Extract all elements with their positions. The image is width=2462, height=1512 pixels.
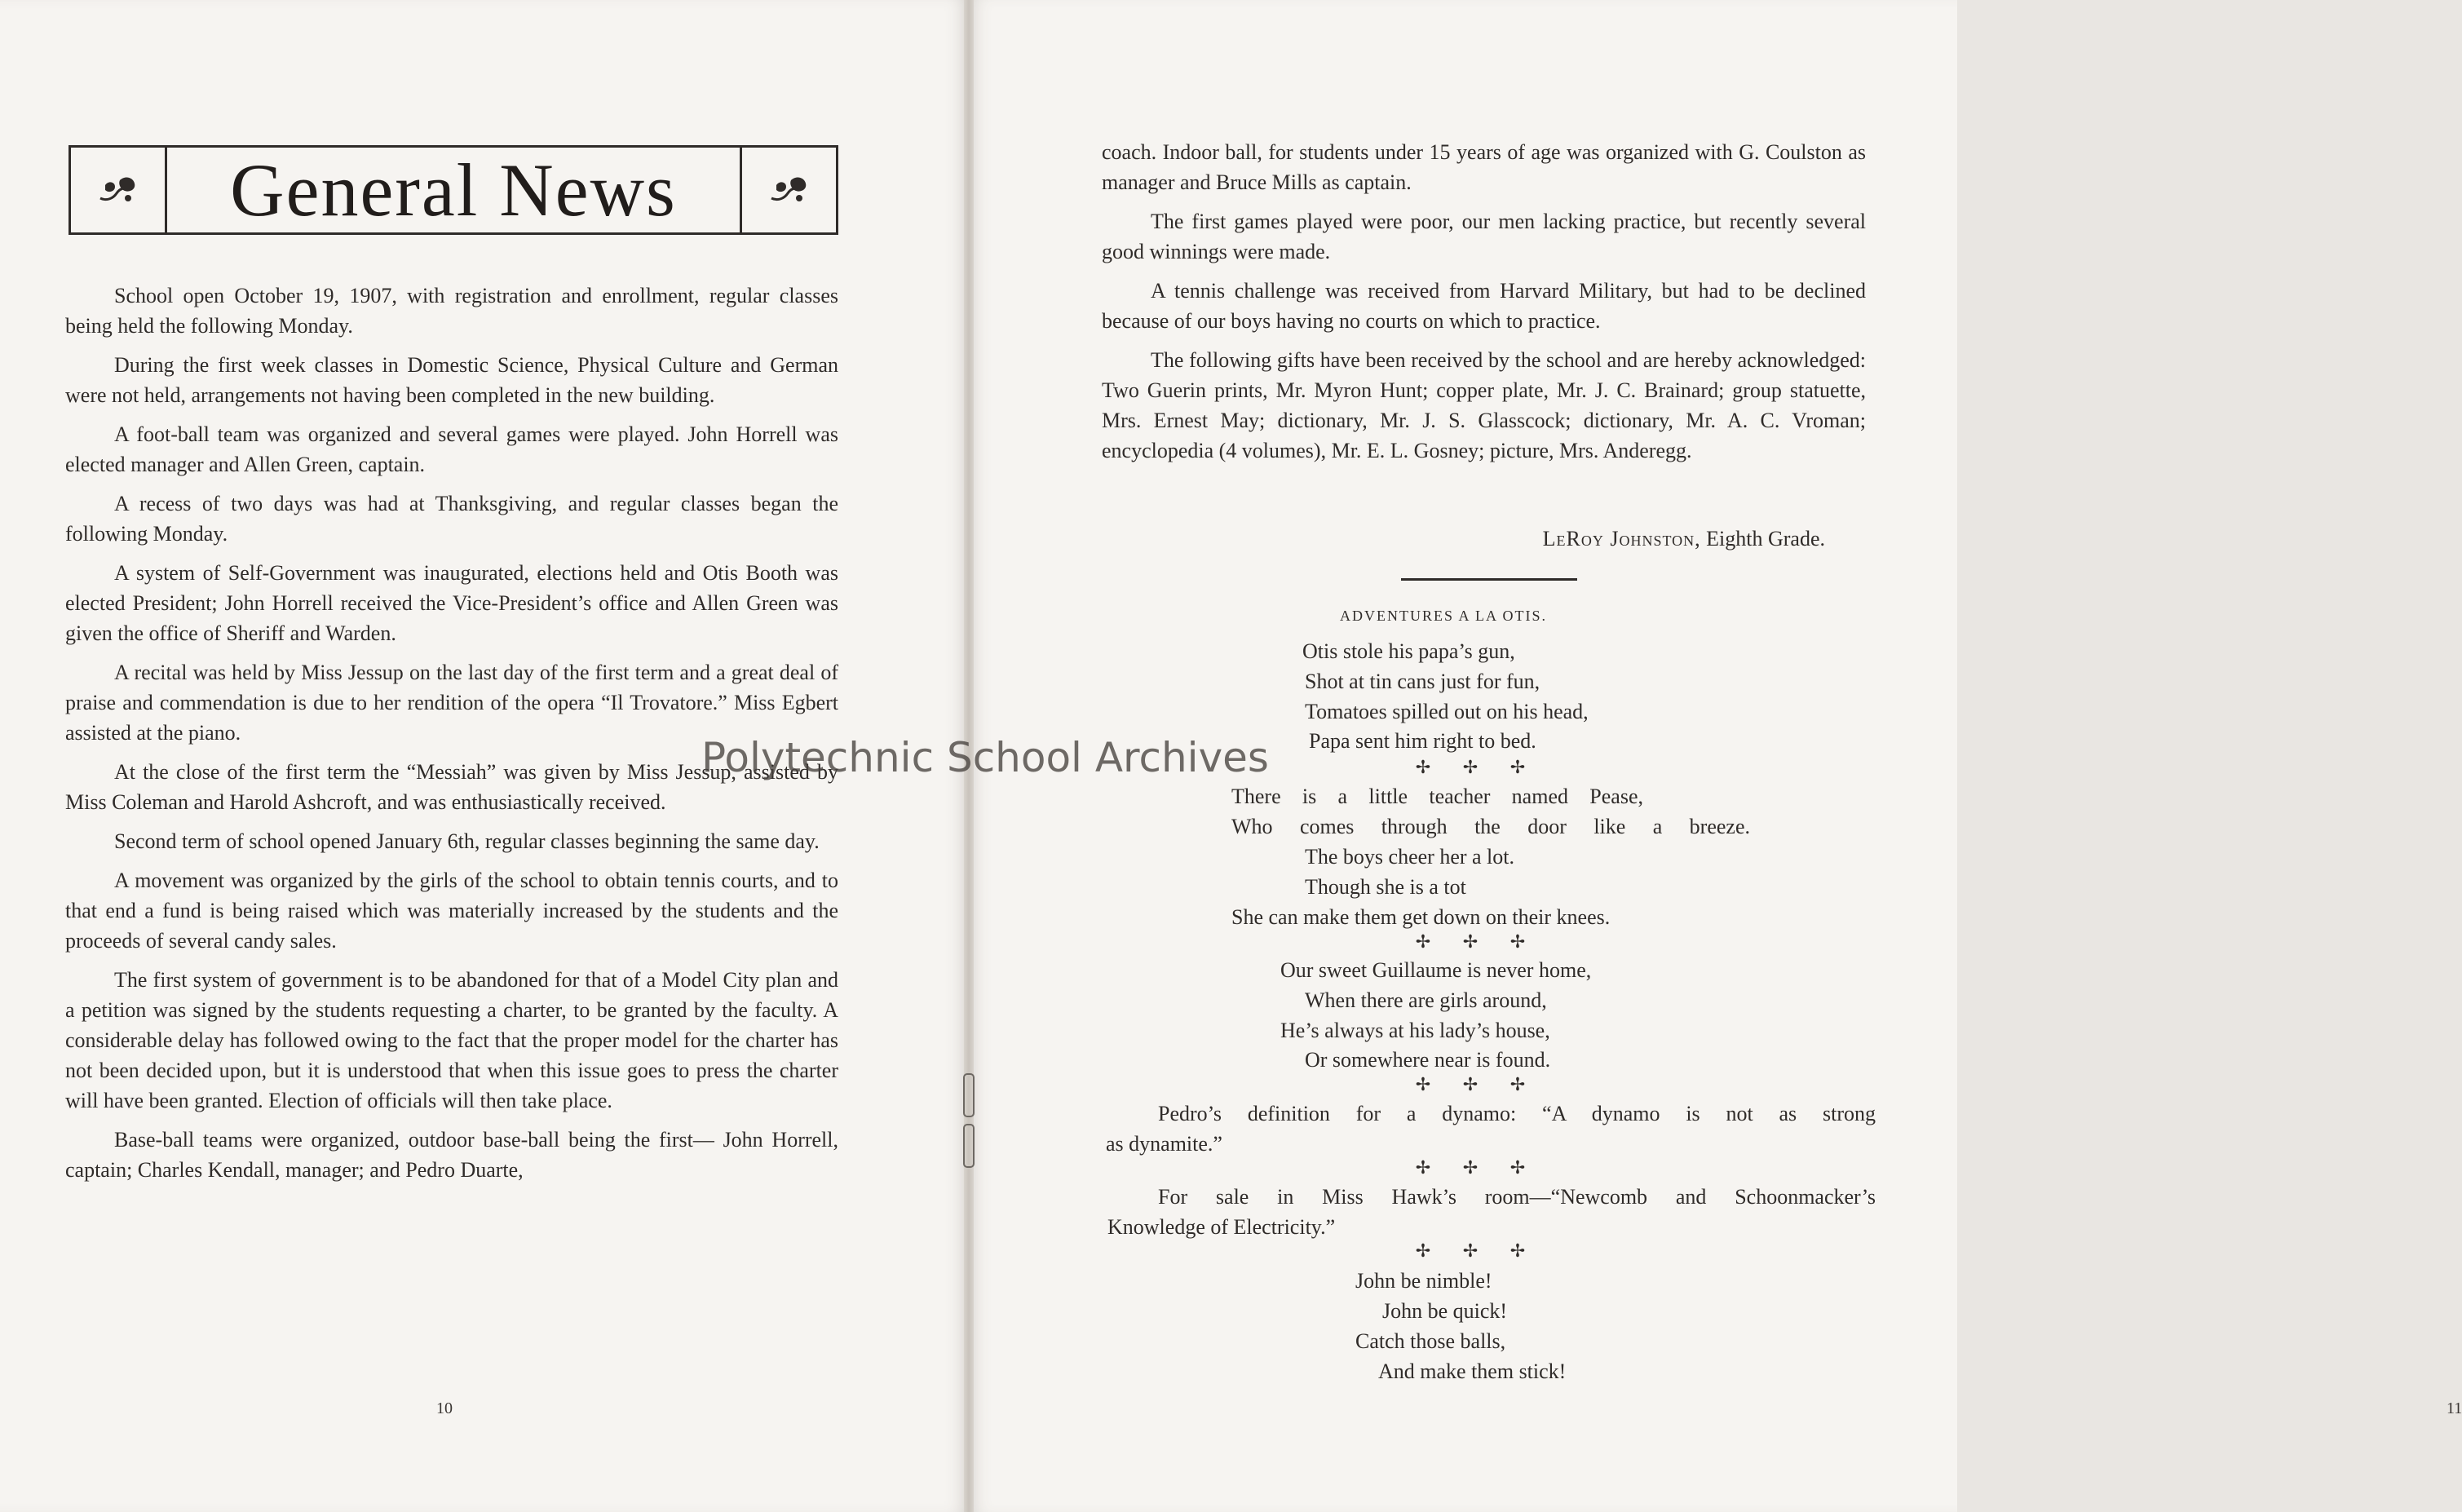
fleur-icon: ✢ xyxy=(1462,758,1479,778)
verse-line: And make them stick! xyxy=(1378,1359,1567,1383)
header-box xyxy=(69,145,838,235)
fleur-icon: ✢ xyxy=(1462,1241,1479,1262)
verse-line: Though she is a tot xyxy=(1305,875,1466,899)
paragraph: School open October 19, 1907, with registration and enrollment, regular classes being held the following Monday. xyxy=(65,284,838,338)
fleur-icon: ✢ xyxy=(1415,1241,1431,1262)
verse-line: She can make them get down on their knees. xyxy=(1231,905,1611,929)
verse-line: Who comes through the door like a breeze. xyxy=(1231,815,1750,838)
paragraph: During the first week classes in Domestic Science, Physical Culture and German were not held, arrangements not having been completed in the new building. xyxy=(65,353,838,407)
paragraph: coach. Indoor ball, for students under 15 years of age was organized with G. Coulston as manager and Bruce Mills as captain. xyxy=(1102,140,1866,194)
verse-line: John be nimble! xyxy=(1355,1269,1492,1293)
fleur-icon: ✢ xyxy=(1509,1075,1526,1095)
staple xyxy=(963,1073,975,1117)
anecdote-line: as dynamite.” xyxy=(1106,1132,1222,1156)
paragraph: Base-ball teams were organized, outdoor base-ball being the first— John Horrell, captain; Charles Kendall, manager; and Pedro Duarte, xyxy=(65,1128,838,1182)
verse-line: Or somewhere near is found. xyxy=(1305,1048,1551,1072)
fleur-icon: ✢ xyxy=(1415,1075,1431,1095)
author-signature xyxy=(1458,527,1825,551)
ornament-row xyxy=(1399,1241,1541,1262)
paragraph: A tennis challenge was received from Harvard Military, but had to be declined because of our boys having no courts on which to practice. xyxy=(1102,279,1866,333)
verse-line: The boys cheer her a lot. xyxy=(1305,845,1515,869)
author-grade: Eighth Grade. xyxy=(1706,527,1825,550)
page-title: General News xyxy=(230,148,677,232)
staple xyxy=(963,1124,975,1168)
verse-line: He’s always at his lady’s house, xyxy=(1280,1019,1550,1042)
verse-line: There is a little teacher named Pease, xyxy=(1231,785,1643,808)
paragraph: A system of Self-Government was inaugurated, elections held and Otis Booth was elected President; John Horrell received the Vice-President’s office and Allen Green was given the office of Sheriff and Warden. xyxy=(65,561,838,645)
anecdote-line: Pedro’s definition for a dynamo: “A dynamo is not as strong xyxy=(1158,1102,1876,1125)
paragraph: At the close of the first term the “Messiah” was given by Miss Jessup, assisted by Miss Coleman and Harold Ashcroft, and was enthusiastically received. xyxy=(65,760,838,814)
paragraph: A movement was organized by the girls of the school to obtain tennis courts, and to that end a fund is being raised which was materially increased by the students and the proceeds of several candy sales. xyxy=(65,869,838,953)
fleur-icon: ✢ xyxy=(1509,932,1526,953)
ornament-row xyxy=(1399,758,1541,778)
header-ornament-left xyxy=(71,148,167,232)
author-name: LeRoy Johnston, xyxy=(1542,527,1701,550)
ornament-row xyxy=(1399,1158,1541,1178)
poem-title: ADVENTURES A LA OTIS. xyxy=(1339,608,1547,624)
ornament-row xyxy=(1399,932,1541,953)
fleur-icon: ✢ xyxy=(1509,758,1526,778)
leaf-ornament-icon xyxy=(767,174,812,206)
verse-line: John be quick! xyxy=(1382,1299,1508,1323)
fleur-icon: ✢ xyxy=(1415,932,1431,953)
anecdote-line: Knowledge of Electricity.” xyxy=(1107,1215,1336,1239)
paragraph: A foot-ball team was organized and several games were played. John Horrell was elected manager and Allen Green, captain. xyxy=(65,422,838,476)
verse-line: Tomatoes spilled out on his head, xyxy=(1305,700,1589,723)
paragraph: A recess of two days was had at Thanksgiving, and regular classes began the following Monday. xyxy=(65,492,838,546)
verse-line: When there are girls around, xyxy=(1305,988,1547,1012)
header-ornament-right xyxy=(740,148,836,232)
verse-line: Otis stole his papa’s gun, xyxy=(1302,639,1515,663)
paragraph: The first games played were poor, our men lacking practice, but recently several good winnings were made. xyxy=(1102,210,1866,263)
section-divider xyxy=(1401,578,1577,581)
paragraph: A recital was held by Miss Jessup on the last day of the first term and a great deal of praise and commendation is due to her rendition of the opera “Il Trovatore.” Miss Egbert assisted at the piano. xyxy=(65,661,838,745)
fleur-icon: ✢ xyxy=(1462,1075,1479,1095)
verse-line: Our sweet Guillaume is never home, xyxy=(1280,958,1592,982)
archive-watermark: Polytechnic School Archives xyxy=(701,734,1269,781)
fleur-icon: ✢ xyxy=(1462,1158,1479,1178)
verse-line: Papa sent him right to bed. xyxy=(1309,729,1536,753)
paragraph: The first system of government is to be abandoned for that of a Model City plan and a petition was signed by the students requesting a charter, to be granted by the faculty. A considerable delay has followed owing to the fact that the proper model for the charter has not been decided upon, but it is understood that when this issue goes to press the charter will have been granted. Election of officials will then take place. xyxy=(65,968,838,1112)
leaf-ornament-icon xyxy=(95,174,141,206)
verse-line: Shot at tin cans just for fun, xyxy=(1305,670,1540,693)
fleur-icon: ✢ xyxy=(1509,1241,1526,1262)
paragraph: Second term of school opened January 6th, regular classes beginning the same day. xyxy=(114,829,820,853)
fleur-icon: ✢ xyxy=(1462,932,1479,953)
fleur-icon: ✢ xyxy=(1509,1158,1526,1178)
fleur-icon: ✢ xyxy=(1415,1158,1431,1178)
anecdote-line: For sale in Miss Hawk’s room—“Newcomb and Schoonmacker’s xyxy=(1158,1185,1876,1209)
fleur-icon: ✢ xyxy=(1415,758,1431,778)
ornament-row xyxy=(1399,1075,1541,1095)
page-number-right: 11 xyxy=(2447,1399,2462,1417)
paragraph: The following gifts have been received by the school and are hereby acknowledged: Two Guerin prints, Mr. Myron Hunt; copper plate, Mr. J. C. Brainard; group statuette, Mrs. Ernest May; dictionary, Mr. J. S. Glasscock; dictionary, Mr. A. C. Vroman; encyclopedia (4 volumes), Mr. E. L. Gosney; picture, Mrs. Anderegg. xyxy=(1102,348,1866,462)
right-article xyxy=(1102,137,1866,475)
page-number-left: 10 xyxy=(436,1399,453,1417)
verse-line: Catch those balls, xyxy=(1355,1329,1506,1353)
